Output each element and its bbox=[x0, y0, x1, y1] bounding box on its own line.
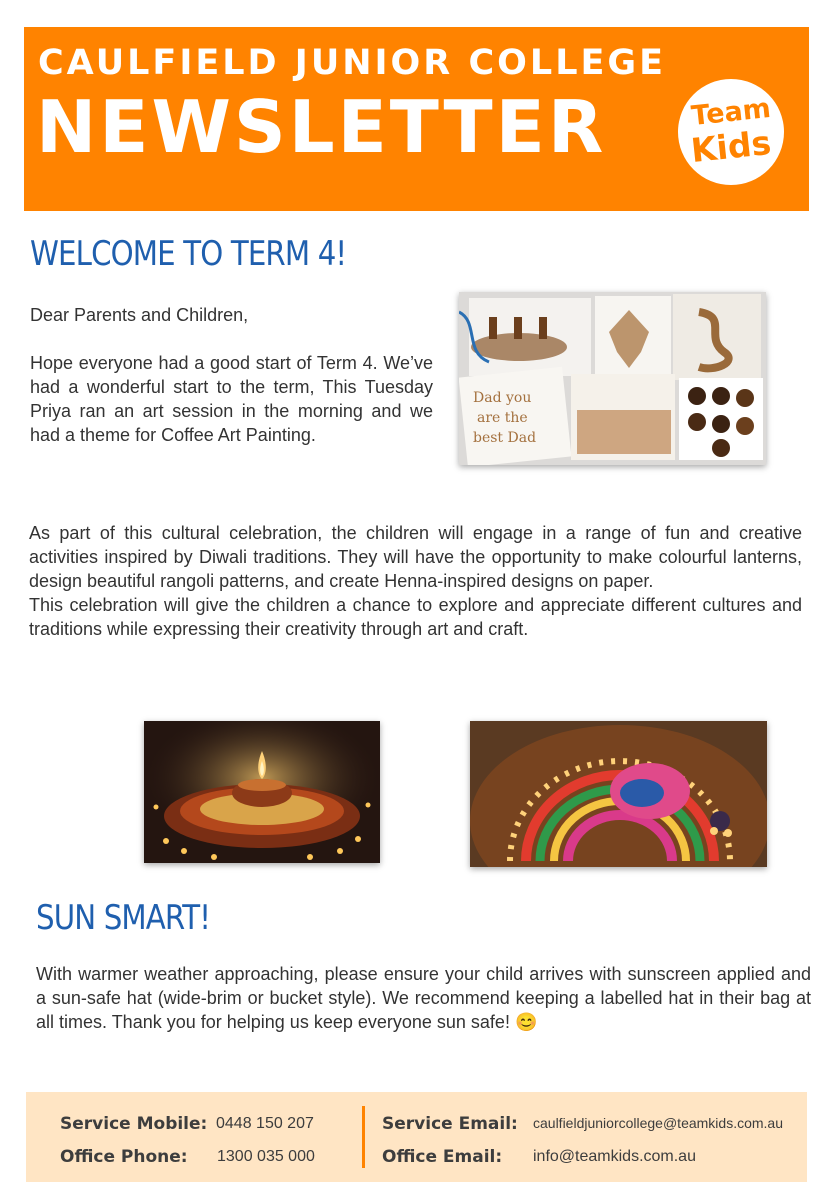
rangoli-photo bbox=[470, 721, 767, 867]
footer-divider bbox=[362, 1106, 365, 1168]
service-mobile-label: Service Mobile: bbox=[60, 1114, 208, 1134]
greeting-text: Dear Parents and Children, bbox=[30, 305, 249, 325]
welcome-heading: WELCOME TO TERM 4! bbox=[30, 234, 347, 274]
diwali-paragraph-2: This celebration will give the children a chance to explore and appreciate different cultures and traditions while expressing their creativity through art and craft. bbox=[29, 595, 802, 639]
service-email-value[interactable]: caulfieldjuniorcollege@teamkids.com.au bbox=[533, 1115, 784, 1131]
diwali-paragraph-1: As part of this cultural celebration, the children will engage in a range of fun and creative activities inspired by Diwali traditions. They will have the opportunity to make colourful lanterns, design beautiful rangoli patterns, and create Henna-inspired designs on paper. bbox=[29, 523, 802, 591]
college-name: CAULFIELD JUNIOR COLLEGE bbox=[38, 43, 667, 83]
diya-lamp-photo bbox=[144, 721, 380, 863]
svg-text:Dad you: Dad you bbox=[473, 390, 532, 406]
office-phone-label: Office Phone: bbox=[60, 1147, 188, 1167]
coffee-art-photo bbox=[459, 292, 766, 465]
svg-text:best Dad: best Dad bbox=[473, 430, 537, 446]
newsletter-title: NEWSLETTER bbox=[36, 85, 607, 169]
logo-text-team: Team bbox=[689, 92, 773, 133]
service-email-label: Service Email: bbox=[382, 1114, 518, 1134]
teamkids-logo bbox=[678, 79, 784, 185]
office-email-label: Office Email: bbox=[382, 1147, 503, 1167]
svg-text:are the: are the bbox=[477, 410, 528, 426]
sun-smart-heading: SUN SMART! bbox=[36, 898, 211, 938]
sun-smart-paragraph: With warmer weather approaching, please ensure your child arrives with sunscreen applied and a sun-safe hat (wide-brim or bucket style). We recommend keeping a labelled hat in their bag at all times. Thank you for helping us keep everyone sun safe! 😊 bbox=[36, 964, 811, 1032]
office-email-value[interactable]: info@teamkids.com.au bbox=[533, 1148, 696, 1165]
service-mobile-value: 0448 150 207 bbox=[216, 1115, 314, 1132]
diwali-paragraph bbox=[29, 521, 802, 641]
contact-footer bbox=[26, 1092, 807, 1182]
office-phone-value: 1300 035 000 bbox=[217, 1148, 315, 1165]
intro-paragraph: Hope everyone had a good start of Term 4. We’ve had a wonderful start to the term, This Tuesday Priya ran an art session in the morning and we had a theme for Coffee Art Painting. bbox=[30, 353, 433, 445]
newsletter-header bbox=[24, 27, 809, 211]
logo-text-kids: Kids bbox=[689, 122, 773, 171]
